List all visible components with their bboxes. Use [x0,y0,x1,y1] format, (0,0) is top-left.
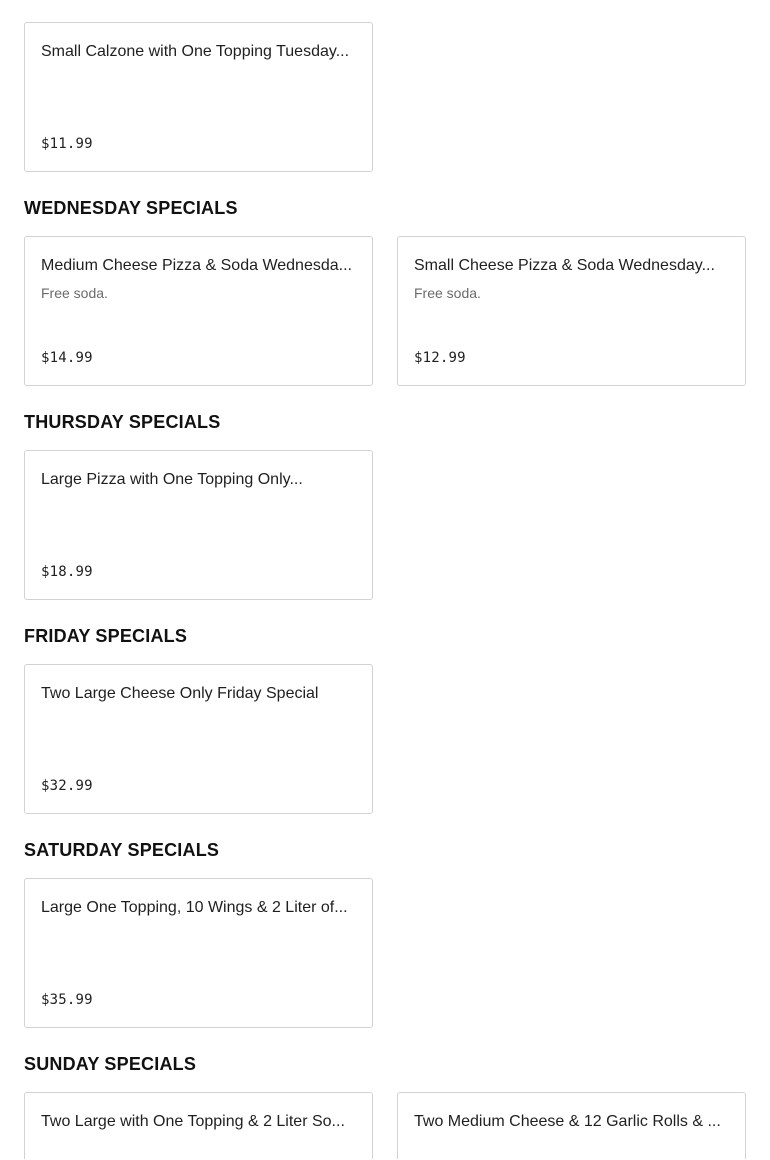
menu-item-card[interactable] [24,1092,373,1159]
menu-item-price: $32.99 [41,778,93,794]
menu-item-card[interactable] [24,450,373,600]
menu-item-price: $11.99 [41,136,93,152]
menu-item-card[interactable] [24,878,373,1028]
menu-item-description: Free soda. [414,285,481,301]
menu-item-card[interactable] [397,1092,746,1159]
menu-item-card[interactable] [24,236,373,386]
section-title-friday: FRIDAY SPECIALS [24,626,188,646]
menu-item-description: Free soda. [41,285,108,301]
section-title-thursday: THURSDAY SPECIALS [24,412,221,432]
menu-item-price: $18.99 [41,564,93,580]
menu-item-name: Two Large Cheese Only Friday Special [41,685,319,702]
section-title-sunday: SUNDAY SPECIALS [24,1054,197,1074]
menu-item-name: Large One Topping, 10 Wings & 2 Liter of... [41,899,348,916]
menu-item-price: $35.99 [41,992,93,1008]
menu-item-name: Small Cheese Pizza & Soda Wednesday... [414,257,715,274]
section-title-wednesday: WEDNESDAY SPECIALS [24,198,238,218]
menu-item-name: Two Large with One Topping & 2 Liter So... [41,1113,345,1130]
menu-item-name: Small Calzone with One Topping Tuesday... [41,43,350,60]
menu-item-name: Two Medium Cheese & 12 Garlic Rolls & ... [414,1113,721,1130]
menu-item-card[interactable] [24,664,373,814]
menu-item-price: $14.99 [41,350,93,366]
menu-item-card[interactable] [24,22,373,172]
menu-item-name: Medium Cheese Pizza & Soda Wednesda... [41,257,352,274]
menu-item-price: $12.99 [414,350,466,366]
menu-item-name: Large Pizza with One Topping Only... [41,471,303,488]
menu-item-card[interactable] [397,236,746,386]
section-title-saturday: SATURDAY SPECIALS [24,840,220,860]
